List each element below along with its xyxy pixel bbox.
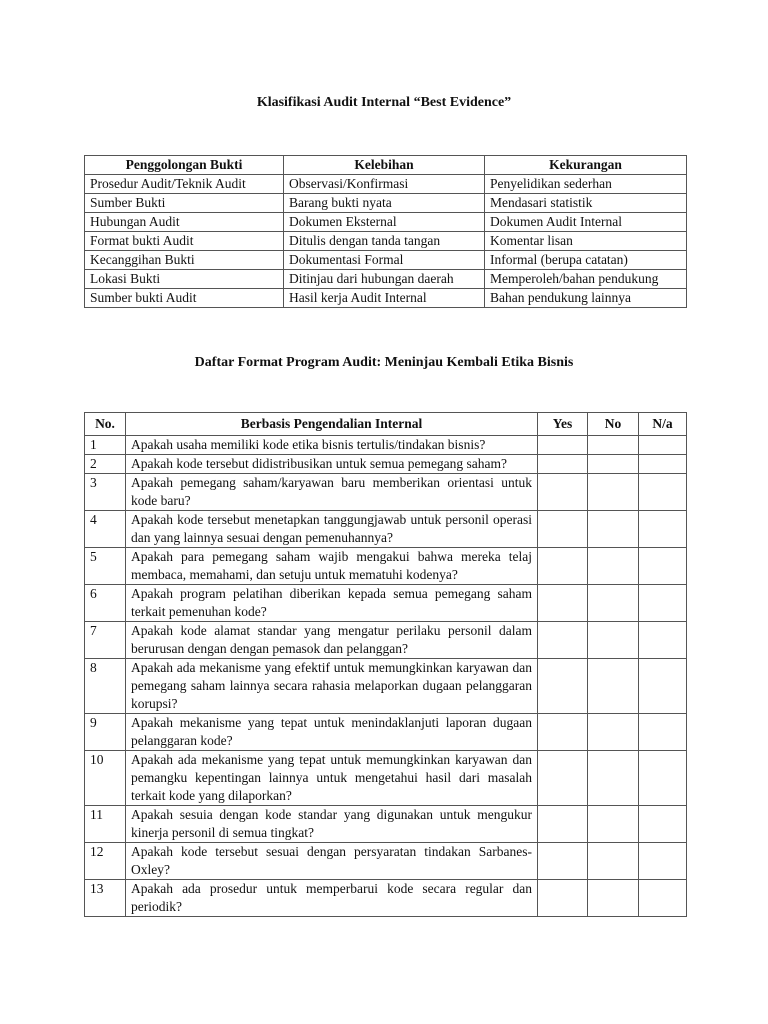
table-cell: Dokumentasi Formal xyxy=(284,251,485,270)
answer-cell-no[interactable] xyxy=(588,843,639,880)
row-number: 10 xyxy=(85,751,126,806)
answer-cell-no[interactable] xyxy=(588,548,639,585)
table-cell: Ditinjau dari hubungan daerah xyxy=(284,270,485,289)
checklist-row xyxy=(85,880,687,917)
checklist-row xyxy=(85,751,687,806)
row-number: 13 xyxy=(85,880,126,917)
column-header: Kekurangan xyxy=(485,156,687,175)
row-number: 12 xyxy=(85,843,126,880)
answer-cell-yes[interactable] xyxy=(538,751,588,806)
question-text: Apakah usaha memiliki kode etika bisnis tertulis/tindakan bisnis? xyxy=(126,436,538,455)
checklist-row xyxy=(85,659,687,714)
question-text: Apakah ada mekanisme yang tepat untuk memungkinkan karyawan dan pemangku kepentingan lainnya untuk mengetahui hasil dari masalah terkait kode yang dilaporkan? xyxy=(126,751,538,806)
answer-cell-yes[interactable] xyxy=(538,511,588,548)
answer-cell-no[interactable] xyxy=(588,880,639,917)
answer-cell-no[interactable] xyxy=(588,436,639,455)
answer-cell-no[interactable] xyxy=(588,474,639,511)
table-row xyxy=(85,194,687,213)
answer-cell-no[interactable] xyxy=(588,714,639,751)
table-cell: Mendasari statistik xyxy=(485,194,687,213)
answer-cell-yes[interactable] xyxy=(538,659,588,714)
answer-cell-no[interactable] xyxy=(588,751,639,806)
row-number: 7 xyxy=(85,622,126,659)
table-header-row xyxy=(85,156,687,175)
table-cell: Sumber bukti Audit xyxy=(85,289,284,308)
row-number: 9 xyxy=(85,714,126,751)
answer-cell-na[interactable] xyxy=(639,474,687,511)
answer-cell-na[interactable] xyxy=(639,548,687,585)
table-cell: Sumber Bukti xyxy=(85,194,284,213)
table-cell: Memperoleh/bahan pendukung xyxy=(485,270,687,289)
table-cell: Kecanggihan Bukti xyxy=(85,251,284,270)
answer-cell-yes[interactable] xyxy=(538,806,588,843)
table-cell: Lokasi Bukti xyxy=(85,270,284,289)
answer-cell-yes[interactable] xyxy=(538,714,588,751)
column-header: Kelebihan xyxy=(284,156,485,175)
answer-cell-na[interactable] xyxy=(639,880,687,917)
answer-cell-yes[interactable] xyxy=(538,548,588,585)
checklist-row xyxy=(85,548,687,585)
answer-cell-yes[interactable] xyxy=(538,843,588,880)
answer-cell-yes[interactable] xyxy=(538,622,588,659)
row-number: 11 xyxy=(85,806,126,843)
answer-cell-yes[interactable] xyxy=(538,585,588,622)
answer-cell-na[interactable] xyxy=(639,511,687,548)
question-text: Apakah mekanisme yang tepat untuk menindaklanjuti laporan dugaan pelanggaran kode? xyxy=(126,714,538,751)
question-text: Apakah kode tersebut menetapkan tanggungjawab untuk personil operasi dan yang lainnya sesuai dengan pemenuhannya? xyxy=(126,511,538,548)
answer-cell-na[interactable] xyxy=(639,843,687,880)
checklist-row xyxy=(85,622,687,659)
row-number: 6 xyxy=(85,585,126,622)
answer-cell-yes[interactable] xyxy=(538,474,588,511)
answer-cell-no[interactable] xyxy=(588,455,639,474)
table-row xyxy=(85,289,687,308)
table-row xyxy=(85,175,687,194)
audit-checklist-table xyxy=(84,412,687,917)
answer-cell-yes[interactable] xyxy=(538,436,588,455)
row-number: 8 xyxy=(85,659,126,714)
question-text: Apakah program pelatihan diberikan kepada semua pemegang saham terkait pemenuhan kode? xyxy=(126,585,538,622)
table-cell: Bahan pendukung lainnya xyxy=(485,289,687,308)
table-cell: Dokumen Audit Internal xyxy=(485,213,687,232)
table-cell: Prosedur Audit/Teknik Audit xyxy=(85,175,284,194)
answer-cell-na[interactable] xyxy=(639,622,687,659)
answer-cell-na[interactable] xyxy=(639,751,687,806)
table-row xyxy=(85,270,687,289)
table-cell: Ditulis dengan tanda tangan xyxy=(284,232,485,251)
document-title-1: Klasifikasi Audit Internal “Best Evidence” xyxy=(256,95,512,110)
checklist-row xyxy=(85,455,687,474)
answer-cell-no[interactable] xyxy=(588,806,639,843)
question-text: Apakah kode alamat standar yang mengatur perilaku personil dalam berurusan dengan dengan pemasok dan pelanggan? xyxy=(126,622,538,659)
question-text: Apakah ada mekanisme yang efektif untuk memungkinkan karyawan dan pemegang saham lainnya secara rahasia melaporkan dugaan pelanggaran korupsi? xyxy=(126,659,538,714)
answer-cell-na[interactable] xyxy=(639,585,687,622)
table-cell: Format bukti Audit xyxy=(85,232,284,251)
row-number: 5 xyxy=(85,548,126,585)
table-cell: Informal (berupa catatan) xyxy=(485,251,687,270)
table-header-row xyxy=(85,413,687,436)
table-cell: Observasi/Konfirmasi xyxy=(284,175,485,194)
checklist-row xyxy=(85,585,687,622)
evidence-classification-table xyxy=(84,155,687,308)
column-header-question: Berbasis Pengendalian Internal xyxy=(126,413,538,436)
row-number: 4 xyxy=(85,511,126,548)
row-number: 1 xyxy=(85,436,126,455)
table-cell: Dokumen Eksternal xyxy=(284,213,485,232)
answer-cell-yes[interactable] xyxy=(538,880,588,917)
checklist-row xyxy=(85,843,687,880)
question-text: Apakah para pemegang saham wajib mengakui bahwa mereka telaj membaca, memahami, dan setuju untuk mematuhi kodenya? xyxy=(126,548,538,585)
answer-cell-yes[interactable] xyxy=(538,455,588,474)
table-row xyxy=(85,213,687,232)
answer-cell-no[interactable] xyxy=(588,511,639,548)
document-title-2: Daftar Format Program Audit: Meninjau Kembali Etika Bisnis xyxy=(194,355,574,370)
checklist-row xyxy=(85,714,687,751)
table-cell: Hubungan Audit xyxy=(85,213,284,232)
table-cell: Penyelidikan sederhan xyxy=(485,175,687,194)
answer-cell-no[interactable] xyxy=(588,622,639,659)
question-text: Apakah ada prosedur untuk memperbarui kode secara regular dan periodik? xyxy=(126,880,538,917)
row-number: 3 xyxy=(85,474,126,511)
column-header-yes: Yes xyxy=(538,413,588,436)
question-text: Apakah kode tersebut sesuai dengan persyaratan tindakan Sarbanes-Oxley? xyxy=(126,843,538,880)
table-cell: Barang bukti nyata xyxy=(284,194,485,213)
answer-cell-na[interactable] xyxy=(639,806,687,843)
row-number: 2 xyxy=(85,455,126,474)
column-header-na: N/a xyxy=(639,413,687,436)
question-text: Apakah kode tersebut didistribusikan untuk semua pemegang saham? xyxy=(126,455,538,474)
table-cell: Komentar lisan xyxy=(485,232,687,251)
checklist-row xyxy=(85,806,687,843)
column-header: Penggolongan Bukti xyxy=(85,156,284,175)
answer-cell-na[interactable] xyxy=(639,436,687,455)
answer-cell-no[interactable] xyxy=(588,585,639,622)
checklist-row xyxy=(85,474,687,511)
answer-cell-na[interactable] xyxy=(639,659,687,714)
checklist-row xyxy=(85,511,687,548)
checklist-row xyxy=(85,436,687,455)
column-header-number: No. xyxy=(85,413,126,436)
answer-cell-na[interactable] xyxy=(639,714,687,751)
question-text: Apakah pemegang saham/karyawan baru memberikan orientasi untuk kode baru? xyxy=(126,474,538,511)
table-row xyxy=(85,232,687,251)
answer-cell-no[interactable] xyxy=(588,659,639,714)
column-header-no: No xyxy=(588,413,639,436)
answer-cell-na[interactable] xyxy=(639,455,687,474)
question-text: Apakah sesuia dengan kode standar yang digunakan untuk mengukur kinerja personil di semua tingkat? xyxy=(126,806,538,843)
table-cell: Hasil kerja Audit Internal xyxy=(284,289,485,308)
table-row xyxy=(85,251,687,270)
